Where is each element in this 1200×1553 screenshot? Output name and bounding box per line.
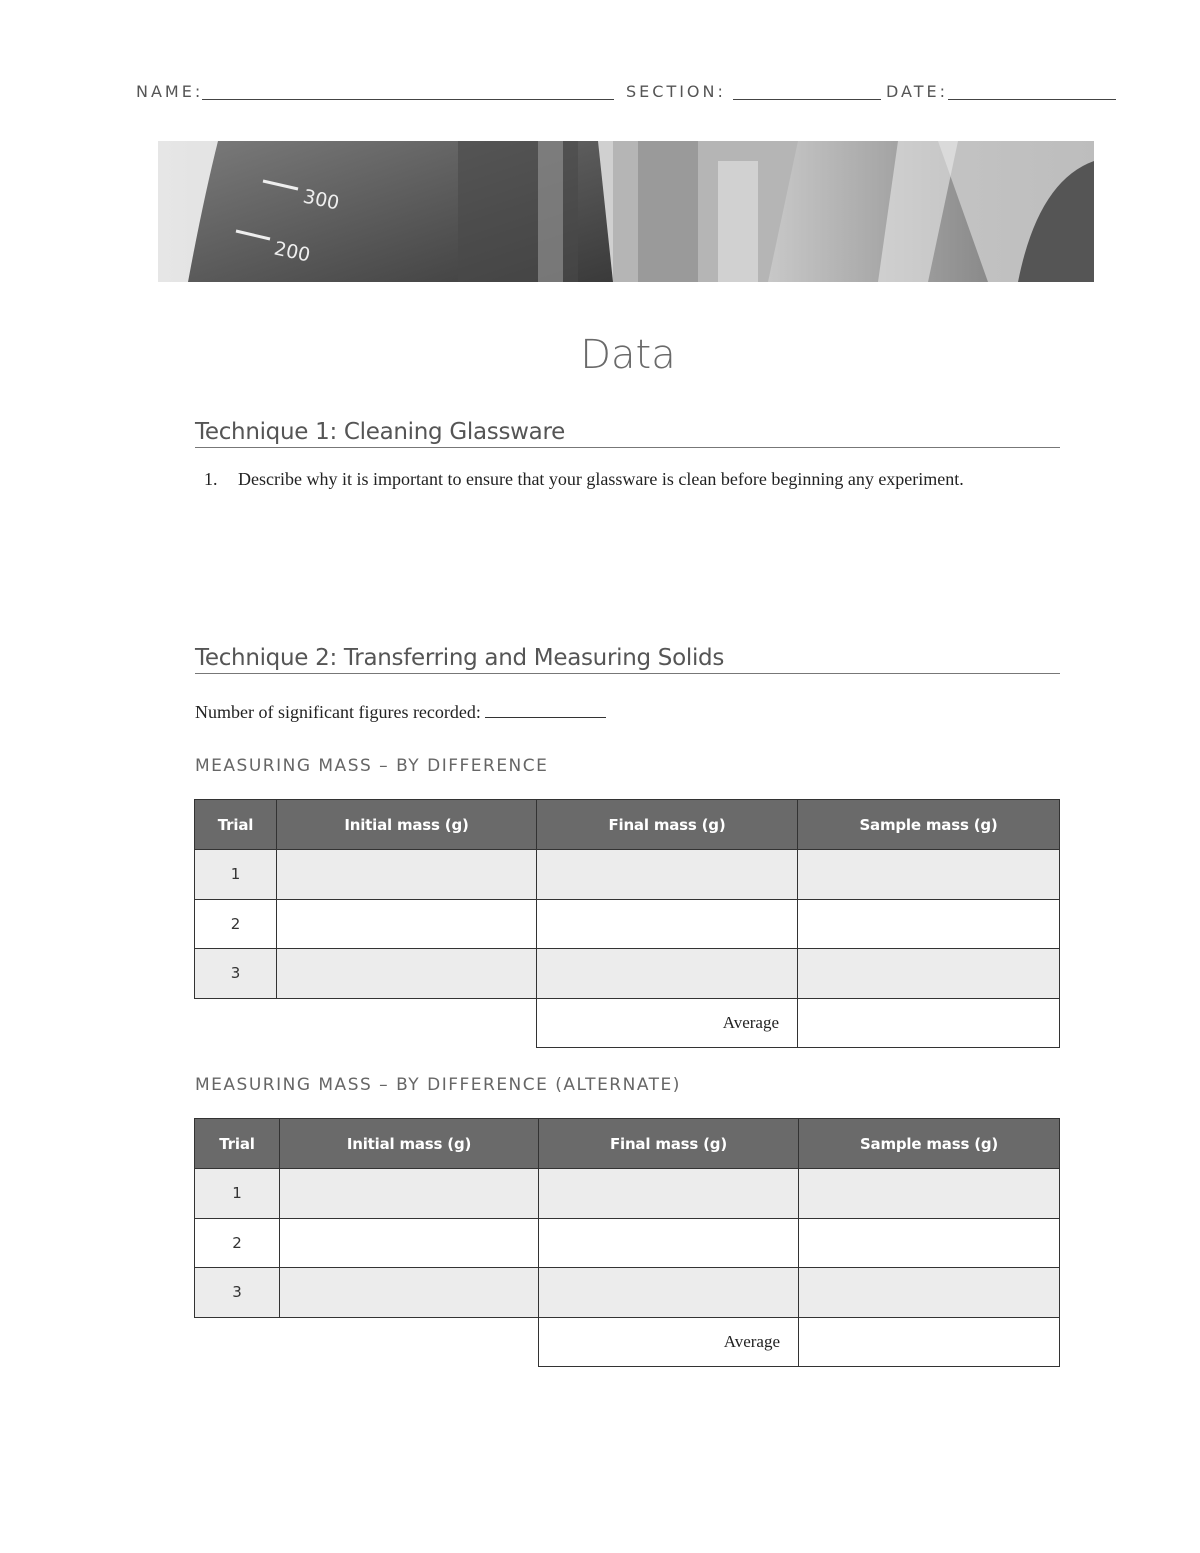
table-row [195, 1169, 1060, 1219]
lab-glassware-banner [158, 141, 1094, 282]
section-label: SECTION: [626, 82, 726, 101]
initial-mass-cell[interactable] [277, 850, 537, 900]
column-header: Final mass (g) [539, 1119, 799, 1169]
mass-by-difference-alternate-table [194, 1118, 1060, 1367]
question-1 [204, 466, 1034, 493]
column-header: Sample mass (g) [799, 1119, 1060, 1169]
name-label: NAME: [136, 82, 204, 101]
table-2-title: MEASURING MASS – BY DIFFERENCE (ALTERNATE) [195, 1075, 681, 1095]
trial-number: 2 [195, 899, 277, 949]
initial-mass-cell[interactable] [280, 1218, 539, 1268]
table-row [195, 1268, 1060, 1318]
final-mass-cell[interactable] [537, 850, 798, 900]
spacer-cell [195, 1317, 539, 1367]
trial-number: 3 [195, 949, 277, 999]
sample-mass-cell[interactable] [799, 1218, 1060, 1268]
table-row [195, 850, 1060, 900]
sig-figs-prompt [195, 702, 606, 723]
graduation-mark-300: 300 [301, 185, 342, 215]
final-mass-cell[interactable] [539, 1218, 799, 1268]
technique-2-heading: Technique 2: Transferring and Measuring Solids [195, 645, 1060, 674]
table-row [195, 949, 1060, 999]
column-header: Trial [195, 800, 277, 850]
final-mass-cell[interactable] [539, 1169, 799, 1219]
initial-mass-cell[interactable] [280, 1169, 539, 1219]
average-row [195, 998, 1060, 1048]
section-field[interactable] [733, 99, 881, 100]
date-field[interactable] [948, 99, 1116, 100]
question-number: 1. [204, 469, 218, 489]
column-header: Final mass (g) [537, 800, 798, 850]
initial-mass-cell[interactable] [280, 1268, 539, 1318]
table-1-title: MEASURING MASS – BY DIFFERENCE [195, 756, 549, 776]
final-mass-cell[interactable] [537, 899, 798, 949]
initial-mass-cell[interactable] [277, 949, 537, 999]
final-mass-cell[interactable] [537, 949, 798, 999]
table-row [195, 1218, 1060, 1268]
spacer-cell [195, 998, 537, 1048]
sample-mass-cell[interactable] [798, 899, 1060, 949]
mass-by-difference-table [194, 799, 1060, 1048]
column-header: Sample mass (g) [798, 800, 1060, 850]
trial-number: 1 [195, 1169, 280, 1219]
sample-mass-cell[interactable] [799, 1268, 1060, 1318]
header-fields [136, 80, 1116, 106]
column-header: Initial mass (g) [280, 1119, 539, 1169]
sig-figs-label: Number of significant figures recorded: [195, 702, 481, 722]
average-row [195, 1317, 1060, 1367]
date-label: DATE: [886, 82, 949, 101]
name-field[interactable] [202, 99, 614, 100]
sample-mass-cell[interactable] [799, 1169, 1060, 1219]
table-row [195, 899, 1060, 949]
initial-mass-cell[interactable] [277, 899, 537, 949]
technique-1-heading: Technique 1: Cleaning Glassware [195, 419, 1060, 448]
average-value-cell[interactable] [799, 1317, 1060, 1367]
graduation-mark-200: 200 [272, 237, 313, 267]
trial-number: 2 [195, 1218, 280, 1268]
average-value-cell[interactable] [798, 998, 1060, 1048]
column-header: Trial [195, 1119, 280, 1169]
trial-number: 3 [195, 1268, 280, 1318]
sig-figs-field[interactable] [485, 704, 606, 718]
sample-mass-cell[interactable] [798, 850, 1060, 900]
final-mass-cell[interactable] [539, 1268, 799, 1318]
average-label: Average [539, 1317, 799, 1367]
column-header: Initial mass (g) [277, 800, 537, 850]
question-text: Describe why it is important to ensure that your glassware is clean before beginning any experiment. [238, 469, 964, 489]
trial-number: 1 [195, 850, 277, 900]
sample-mass-cell[interactable] [798, 949, 1060, 999]
average-label: Average [537, 998, 798, 1048]
page-title: Data [580, 332, 676, 378]
